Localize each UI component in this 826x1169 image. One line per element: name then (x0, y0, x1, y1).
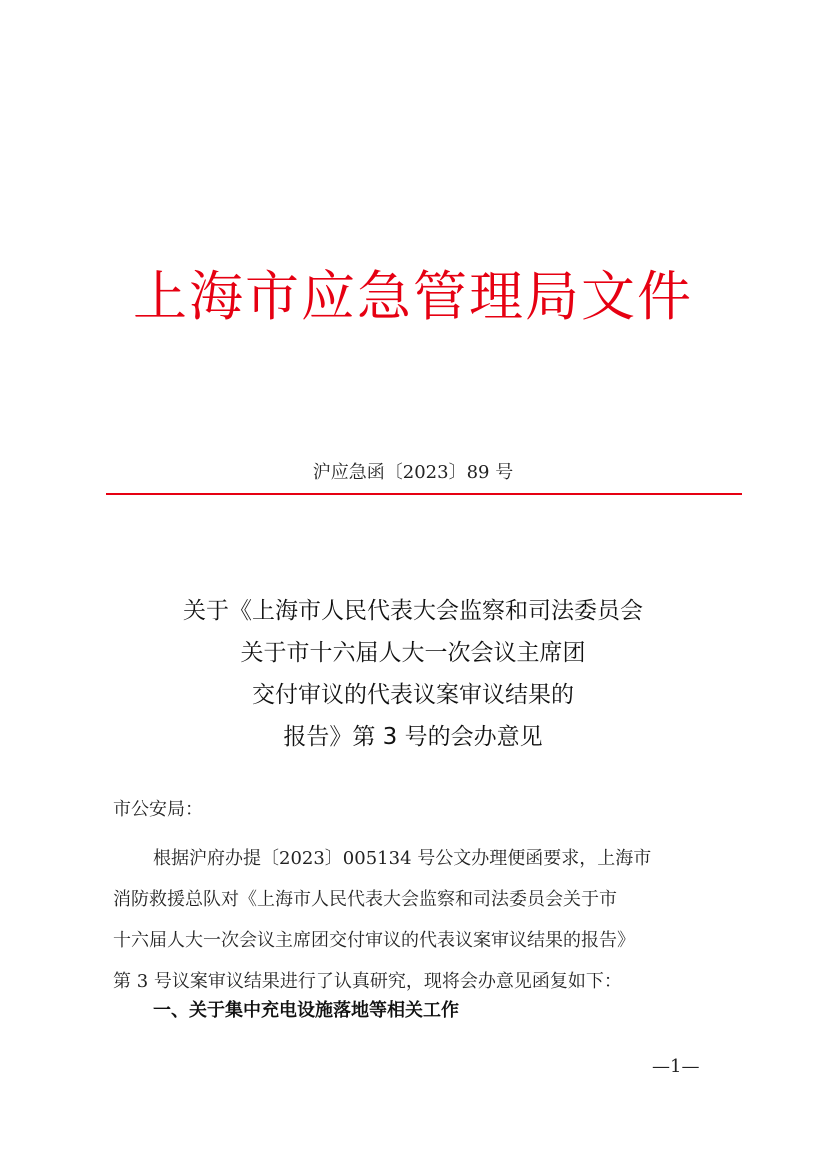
agency-header-title: 上海市应急管理局文件 (133, 265, 693, 328)
paragraph-line-1: 根据沪府办提〔2023〕005134 号公文办理便函要求，上海市 (153, 848, 652, 869)
document-title (0, 590, 826, 758)
section-heading: 一、关于集中充电设施落地等相关工作 (153, 1000, 459, 1021)
paragraph-line-4: 第 3 号议案审议结果进行了认真研究，现将会办意见函复如下： (113, 971, 622, 992)
body-paragraph (113, 838, 733, 1002)
red-separator-line (106, 493, 742, 495)
paragraph-line-3: 十六届人大一次会议主席团交付审议的代表议案审议结果的报告》 (113, 930, 635, 951)
page-number: —1— (652, 1056, 700, 1077)
title-line-1: 关于《上海市人民代表大会监察和司法委员会 (183, 598, 643, 624)
title-line-4: 报告》第 3 号的会办意见 (283, 724, 543, 750)
title-line-3: 交付审议的代表议案审议结果的 (252, 682, 574, 708)
paragraph-line-2: 消防救援总队对《上海市人民代表大会监察和司法委员会关于市 (113, 889, 617, 910)
recipient-salutation: 市公安局： (113, 799, 203, 820)
title-line-2: 关于市十六届人大一次会议主席团 (240, 640, 586, 666)
document-number: 沪应急函〔2023〕89 号 (312, 462, 514, 483)
